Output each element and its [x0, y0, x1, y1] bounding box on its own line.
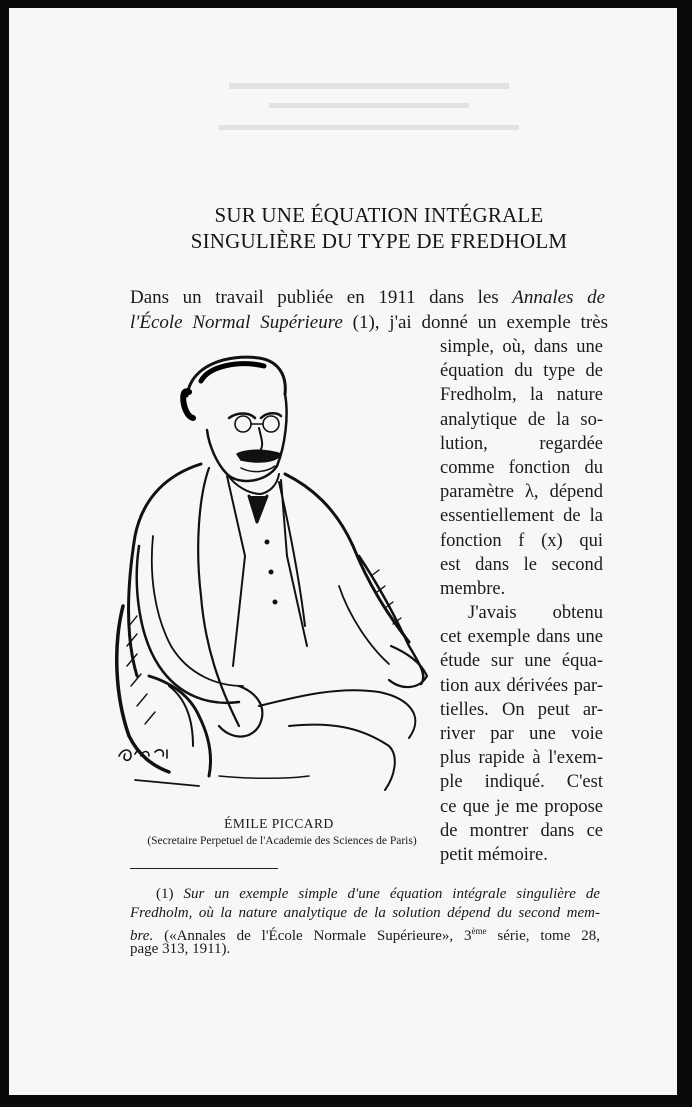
column-line: simple, où, dans une [440, 337, 603, 357]
column-line: membre. [440, 578, 506, 599]
column-line: est dans le second [440, 554, 603, 575]
column-line: étude sur une équa- [440, 651, 603, 672]
column-line: petit mémoire. [440, 844, 548, 865]
column-line: plus rapide à l'exem- [440, 748, 603, 769]
body-line-2: l'École Normal Supérieure (1), j'ai donné un exemple très [130, 312, 608, 333]
portrait-sketch [109, 346, 434, 796]
column-line: ce que je me propose [440, 796, 603, 817]
column-line: paramètre λ, dépend [440, 482, 603, 503]
footnote-line-2: Fredholm, où la nature analytique de la solution dépend du second mem- [130, 905, 600, 921]
column-line: comme fonction du [440, 457, 603, 478]
page [9, 8, 677, 1095]
column-line: de montrer dans ce [440, 820, 603, 841]
title-line-1: SUR UNE ÉQUATION INTÉGRALE [214, 203, 544, 227]
body-column [440, 335, 603, 867]
title-line-2: SINGULIÈRE DU TYPE DE FREDHOLM [190, 229, 568, 253]
column-line: tielles. On peut ar- [440, 699, 603, 720]
column-line: cet exemple dans une [440, 627, 603, 648]
column-line: fonction f (x) qui [440, 530, 603, 551]
column-line: équation du type de [440, 361, 603, 382]
footnote-line-3: bre. («Annales de l'École Normale Supérieure», 3ème série, tome 28, [130, 926, 600, 944]
portrait-caption-subtitle: (Secretaire Perpetuel de l'Academie des Sciences de Paris) [147, 835, 417, 847]
column-line: lution, regardée [440, 433, 603, 454]
column-line: Fredholm, la nature [440, 385, 603, 406]
column-line: tion aux dérivées par- [440, 675, 603, 696]
column-line: ple indiqué. C'est [440, 772, 603, 793]
portrait-caption-name: ÉMILE PICCARD [224, 816, 334, 831]
column-line: analytique de la so- [440, 409, 603, 430]
article-title [9, 202, 677, 254]
footnote-line-4: page 313, 1911). [130, 941, 231, 957]
body-line-1: Dans un travail publiée en 1911 dans les Annales de [130, 287, 606, 308]
column-line: essentiellement de la [440, 506, 603, 527]
bleed-through-text [209, 73, 529, 153]
column-line: J'avais obtenu [468, 603, 603, 624]
column-line: river par une voie [440, 724, 603, 744]
footnote-line-1: (1) Sur un exemple simple d'une équation intégrale singulière de [156, 886, 600, 902]
footnote-divider [130, 868, 278, 869]
